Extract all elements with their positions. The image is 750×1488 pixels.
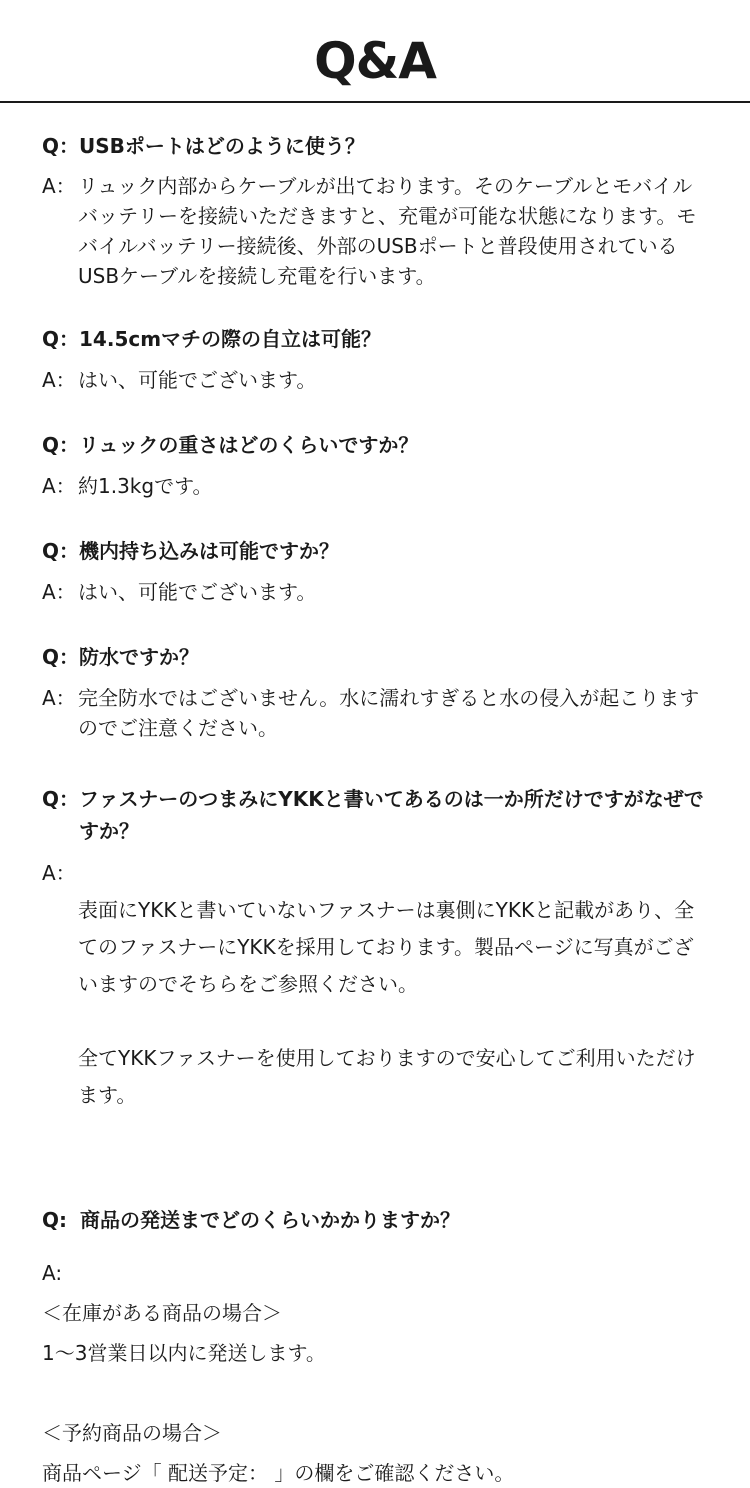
faq-answer: [42, 171, 708, 291]
answer-prefix: A：: [42, 861, 76, 885]
answer-text: 完全防水ではございません。水に濡れすぎると水の侵入が起こりますのでご注意ください。: [78, 686, 700, 740]
faq-item: [42, 130, 708, 291]
faq-question: [42, 130, 708, 162]
answer-text: 約1.3kgです。: [78, 474, 213, 498]
answer-prefix: A：: [42, 474, 76, 498]
answer-text: はい、可能でございます。: [78, 368, 317, 392]
question-text: 14.5cmマチの際の自立は可能？: [79, 327, 382, 351]
answer-text: 表面にYKKと書いていないファスナーは裏側にYKKと記載があり、全てのファスナーにYKKを採用しております。製品ページに写真がございますのでそちらをご参照ください。: [78, 898, 695, 996]
faq-answer: [42, 855, 708, 1151]
page-title: Q&A: [314, 31, 436, 90]
faq-item-shipping: [42, 1204, 708, 1488]
answer-prefix: A：: [42, 580, 76, 604]
faq-question: [42, 783, 708, 847]
faq-question: [42, 641, 708, 673]
faq-list: [0, 130, 750, 1488]
faq-answer: [42, 471, 708, 501]
faq-question: [42, 429, 708, 461]
answer-text-2: 全てYKKファスナーを使用しておりますので安心してご利用いただけます。: [78, 1046, 696, 1107]
faq-question: [42, 535, 708, 567]
question-text: 機内持ち込みは可能ですか？: [79, 539, 340, 563]
question-text: リュックの重さはどのくらいですか？: [79, 433, 419, 457]
question-prefix: Q：: [42, 134, 80, 158]
faq-item: [42, 323, 708, 395]
question-prefix: Q：: [42, 787, 80, 811]
answer-prefix: A：: [42, 686, 76, 710]
answer-prefix: A:: [42, 1261, 63, 1285]
question-prefix: Q：: [42, 433, 80, 457]
faq-answer: [42, 577, 708, 607]
in-stock-heading: ＜在庫がある商品の場合＞: [42, 1301, 282, 1325]
preorder-heading: ＜予約商品の場合＞: [42, 1421, 222, 1445]
answer-text: はい、可能でございます。: [78, 580, 317, 604]
answer-text: リュック内部からケーブルが出ております。そのケーブルとモバイルバッテリーを接続いただきますと、充電が可能な状態になります。モバイルバッテリー接続後、外部のUSBポートと普段使用されているUSBケーブルを接続し充電を行います。: [78, 174, 697, 288]
answer-prefix: A：: [42, 368, 76, 392]
faq-item: [42, 535, 708, 607]
faq-answer: [42, 365, 708, 395]
question-prefix: Q：: [42, 539, 80, 563]
question-text: ファスナーのつまみにYKKと書いてあるのは一か所だけですがなぜですか？: [79, 787, 704, 843]
faq-item: [42, 641, 708, 743]
preorder-text: 商品ページ「 配送予定： 」の欄をご確認ください。: [42, 1461, 515, 1485]
faq-question: [42, 323, 708, 355]
faq-question: [42, 1204, 708, 1236]
faq-item: [42, 783, 708, 1151]
page-header: [0, 0, 750, 103]
question-prefix: Q:: [42, 1208, 67, 1232]
answer-prefix: A：: [42, 174, 76, 198]
question-prefix: Q：: [42, 645, 80, 669]
question-prefix: Q：: [42, 327, 80, 351]
faq-item: [42, 429, 708, 501]
question-text: 商品の発送までどのくらいかかりますか？: [80, 1208, 460, 1232]
in-stock-text: 1〜3営業日以内に発送します。: [42, 1341, 326, 1365]
question-text: USBポートはどのように使う？: [79, 134, 365, 158]
faq-answer: [42, 683, 708, 743]
question-text: 防水ですか？: [79, 645, 200, 669]
